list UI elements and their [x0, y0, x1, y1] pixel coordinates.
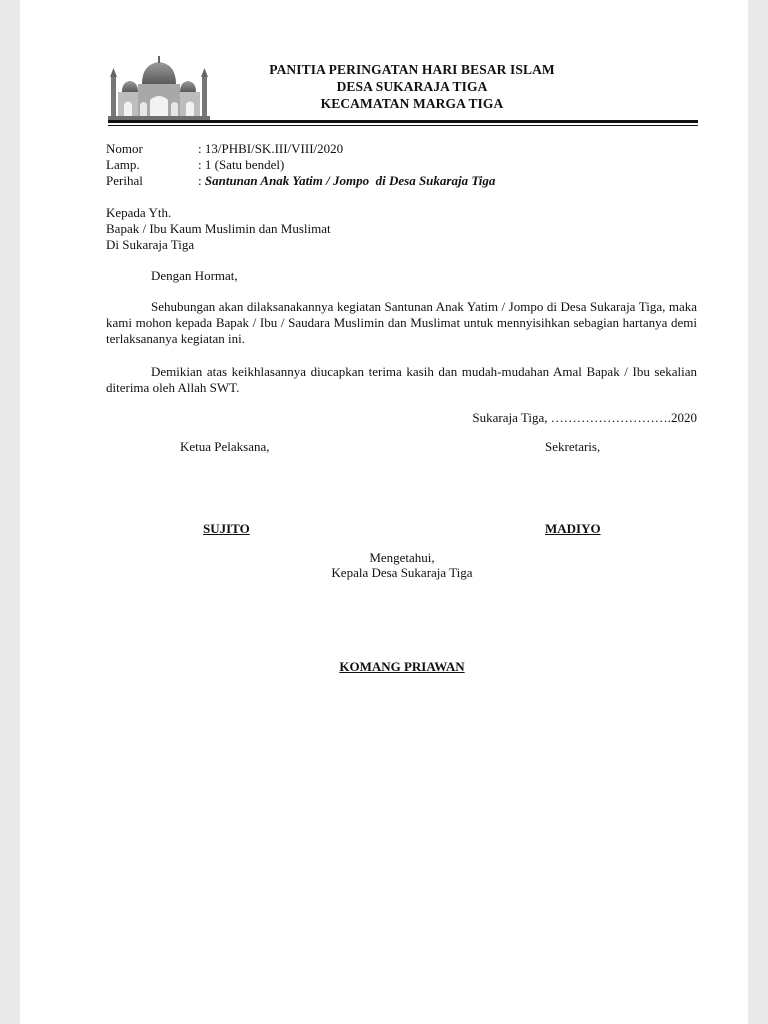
nomor-label: Nomor: [106, 141, 143, 156]
signatory-left-title: Ketua Pelaksana,: [180, 439, 270, 454]
signatory-right-name: MADIYO: [545, 521, 601, 536]
letterhead-rule-thin: [108, 125, 698, 126]
recipient-line-2: Bapak / Ibu Kaum Muslimin dan Muslimat: [106, 221, 331, 236]
recipient-block: [106, 205, 331, 253]
acknowledge-line-1: Mengetahui,: [369, 550, 435, 565]
acknowledge-name: KOMANG PRIAWAN: [339, 659, 465, 674]
acknowledgement-block: [252, 550, 552, 580]
letterhead-line-3: KECAMATAN MARGA TIGA: [320, 96, 504, 111]
meta-perihal: [106, 173, 495, 189]
nomor-value: : 13/PHBI/SK.III/VIII/2020: [198, 141, 344, 156]
mosque-icon: [108, 56, 210, 122]
letterhead-line-1: PANITIA PERINGATAN HARI BESAR ISLAM: [269, 62, 555, 77]
meta-lamp: [106, 157, 495, 173]
meta-nomor: [106, 141, 495, 157]
perihal-colon: :: [198, 173, 205, 188]
letter-page: [20, 0, 748, 1024]
recipient-line-1: Kepada Yth.: [106, 205, 172, 220]
paragraph-1: Sehubungan akan dilaksanakannya kegiatan Santunan Anak Yatim / Jompo di Desa Sukaraja Tiga, maka kami mohon kepada Bapak / Ibu / Saudara Muslimin dan Muslimat untuk mennyisihkan sebagian hartanya demi terlaksananya kegiatan ini.: [106, 299, 697, 346]
lamp-label: Lamp.: [106, 157, 140, 172]
greeting: Dengan Hormat,: [151, 268, 238, 283]
letterhead: [210, 61, 614, 112]
place-date: Sukaraja Tiga, ……………………….2020: [472, 410, 697, 425]
letterhead-rule-thick: [108, 120, 698, 123]
acknowledge-line-2: Kepala Desa Sukaraja Tiga: [331, 565, 473, 580]
letterhead-line-2: DESA SUKARAJA TIGA: [336, 79, 488, 94]
letter-meta: [106, 141, 495, 189]
perihal-value: Santunan Anak Yatim / Jompo di Desa Sukaraja Tiga: [204, 173, 496, 188]
perihal-label: Perihal: [106, 173, 143, 188]
signatory-left-name: SUJITO: [203, 521, 250, 536]
paragraph-2: Demikian atas keikhlasannya diucapkan terima kasih dan mudah-mudahan Amal Bapak / Ibu sekalian diterima oleh Allah SWT.: [106, 364, 697, 395]
recipient-line-3: Di Sukaraja Tiga: [106, 237, 195, 252]
signatory-right-title: Sekretaris,: [545, 439, 601, 454]
lamp-value: : 1 (Satu bendel): [198, 157, 285, 172]
